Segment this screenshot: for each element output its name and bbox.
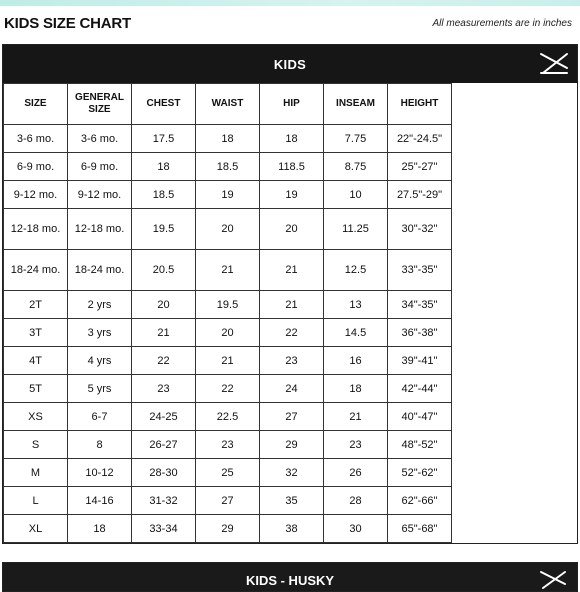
page-title: KIDS SIZE CHART bbox=[4, 15, 132, 32]
table-cell: 34"-35" bbox=[388, 291, 452, 319]
table-cell: 6-9 mo. bbox=[68, 153, 132, 181]
table-cell: XS bbox=[4, 403, 68, 431]
table-cell: 12-18 mo. bbox=[4, 209, 68, 250]
table-cell: 18 bbox=[68, 515, 132, 543]
column-header: HIP bbox=[260, 84, 324, 125]
table-cell: 19 bbox=[196, 181, 260, 209]
table-row bbox=[4, 153, 452, 181]
table-cell: 4 yrs bbox=[68, 347, 132, 375]
table-cell: 23 bbox=[132, 375, 196, 403]
table-cell: 12-18 mo. bbox=[68, 209, 132, 250]
column-header: INSEAM bbox=[324, 84, 388, 125]
table-cell: 21 bbox=[260, 291, 324, 319]
kids-size-table-panel bbox=[2, 44, 578, 544]
table-cell: 30 bbox=[324, 515, 388, 543]
table-cell: 21 bbox=[196, 250, 260, 291]
table-cell: 52"-62" bbox=[388, 459, 452, 487]
table-cell: 28-30 bbox=[132, 459, 196, 487]
column-header: GENERAL SIZE bbox=[68, 84, 132, 125]
table-cell: 19 bbox=[260, 181, 324, 209]
table-cell: 14.5 bbox=[324, 319, 388, 347]
table-cell: 10 bbox=[324, 181, 388, 209]
table-cell: 18 bbox=[132, 153, 196, 181]
table-cell: 19.5 bbox=[132, 209, 196, 250]
table-cell: 17.5 bbox=[132, 125, 196, 153]
table-cell: 14-16 bbox=[68, 487, 132, 515]
table-cell: 28 bbox=[324, 487, 388, 515]
table-cell: 25"-27" bbox=[388, 153, 452, 181]
table-cell: 21 bbox=[324, 403, 388, 431]
kids-size-table bbox=[3, 83, 452, 543]
table-cell: XL bbox=[4, 515, 68, 543]
table-cell: 22"-24.5" bbox=[388, 125, 452, 153]
table-cell: 21 bbox=[196, 347, 260, 375]
table-cell: 18.5 bbox=[132, 181, 196, 209]
table-cell: 3T bbox=[4, 319, 68, 347]
table-row bbox=[4, 291, 452, 319]
table-cell: 16 bbox=[324, 347, 388, 375]
table-cell: 25 bbox=[196, 459, 260, 487]
table-cell: 21 bbox=[132, 319, 196, 347]
kids-husky-section-title: KIDS - HUSKY bbox=[245, 573, 335, 588]
table-cell: 19.5 bbox=[196, 291, 260, 319]
table-row bbox=[4, 125, 452, 153]
table-row bbox=[4, 375, 452, 403]
table-cell: 26 bbox=[324, 459, 388, 487]
table-cell: 20 bbox=[260, 209, 324, 250]
table-cell: 7.75 bbox=[324, 125, 388, 153]
table-cell: 23 bbox=[196, 431, 260, 459]
table-cell: 2T bbox=[4, 291, 68, 319]
table-row bbox=[4, 403, 452, 431]
table-cell: 29 bbox=[196, 515, 260, 543]
table-cell: 23 bbox=[260, 347, 324, 375]
table-cell: 22 bbox=[196, 375, 260, 403]
table-cell: 8.75 bbox=[324, 153, 388, 181]
table-cell: 18 bbox=[324, 375, 388, 403]
top-accent-strip bbox=[0, 0, 580, 6]
table-cell: M bbox=[4, 459, 68, 487]
table-cell: 118.5 bbox=[260, 153, 324, 181]
table-cell: 35 bbox=[260, 487, 324, 515]
table-cell: L bbox=[4, 487, 68, 515]
table-cell: 24-25 bbox=[132, 403, 196, 431]
table-cell: 62"-66" bbox=[388, 487, 452, 515]
table-cell: 20 bbox=[196, 319, 260, 347]
table-cell: 3 yrs bbox=[68, 319, 132, 347]
table-cell: 27.5"-29" bbox=[388, 181, 452, 209]
table-cell: 20 bbox=[196, 209, 260, 250]
table-cell: 18 bbox=[260, 125, 324, 153]
table-cell: 18-24 mo. bbox=[68, 250, 132, 291]
table-cell: 4T bbox=[4, 347, 68, 375]
table-cell: 23 bbox=[324, 431, 388, 459]
units-note: All measurements are in inches bbox=[432, 18, 572, 29]
crossed-lines-logo-icon bbox=[539, 51, 569, 77]
table-row bbox=[4, 250, 452, 291]
table-row bbox=[4, 347, 452, 375]
table-cell: 22 bbox=[260, 319, 324, 347]
table-cell: 27 bbox=[196, 487, 260, 515]
table-cell: 18.5 bbox=[196, 153, 260, 181]
table-cell: 40"-47" bbox=[388, 403, 452, 431]
kids-section-title: KIDS bbox=[273, 56, 307, 72]
column-header: SIZE bbox=[4, 84, 68, 125]
table-header-row bbox=[4, 84, 452, 125]
table-cell: 2 yrs bbox=[68, 291, 132, 319]
table-cell: 6-9 mo. bbox=[4, 153, 68, 181]
table-cell: 11.25 bbox=[324, 209, 388, 250]
table-row bbox=[4, 431, 452, 459]
table-row bbox=[4, 181, 452, 209]
table-row bbox=[4, 515, 452, 543]
table-row bbox=[4, 209, 452, 250]
crossed-lines-logo-icon bbox=[539, 569, 567, 591]
table-cell: 21 bbox=[260, 250, 324, 291]
table-cell: 3-6 mo. bbox=[68, 125, 132, 153]
table-cell: 13 bbox=[324, 291, 388, 319]
table-cell: 38 bbox=[260, 515, 324, 543]
column-header: WAIST bbox=[196, 84, 260, 125]
table-cell: 27 bbox=[260, 403, 324, 431]
table-cell: 10-12 bbox=[68, 459, 132, 487]
table-cell: 5T bbox=[4, 375, 68, 403]
table-row bbox=[4, 487, 452, 515]
table-cell: 65"-68" bbox=[388, 515, 452, 543]
table-cell: 6-7 bbox=[68, 403, 132, 431]
table-cell: 3-6 mo. bbox=[4, 125, 68, 153]
table-cell: 32 bbox=[260, 459, 324, 487]
table-cell: 20 bbox=[132, 291, 196, 319]
table-cell: 22.5 bbox=[196, 403, 260, 431]
table-cell: 18 bbox=[196, 125, 260, 153]
table-cell: 26-27 bbox=[132, 431, 196, 459]
table-row bbox=[4, 319, 452, 347]
table-cell: 12.5 bbox=[324, 250, 388, 291]
table-cell: 22 bbox=[132, 347, 196, 375]
table-cell: 29 bbox=[260, 431, 324, 459]
table-cell: 18-24 mo. bbox=[4, 250, 68, 291]
table-cell: 8 bbox=[68, 431, 132, 459]
table-cell: 39"-41" bbox=[388, 347, 452, 375]
table-row bbox=[4, 459, 452, 487]
table-cell: 9-12 mo. bbox=[68, 181, 132, 209]
table-cell: 20.5 bbox=[132, 250, 196, 291]
table-cell: 30"-32" bbox=[388, 209, 452, 250]
table-cell: 36"-38" bbox=[388, 319, 452, 347]
table-cell: 33"-35" bbox=[388, 250, 452, 291]
table-cell: 42"-44" bbox=[388, 375, 452, 403]
kids-husky-section-header bbox=[2, 562, 578, 592]
column-header: CHEST bbox=[132, 84, 196, 125]
table-cell: S bbox=[4, 431, 68, 459]
table-cell: 48"-52" bbox=[388, 431, 452, 459]
table-cell: 9-12 mo. bbox=[4, 181, 68, 209]
table-cell: 33-34 bbox=[132, 515, 196, 543]
column-header: HEIGHT bbox=[388, 84, 452, 125]
table-cell: 5 yrs bbox=[68, 375, 132, 403]
table-cell: 31-32 bbox=[132, 487, 196, 515]
table-cell: 24 bbox=[260, 375, 324, 403]
kids-section-header bbox=[3, 45, 577, 83]
